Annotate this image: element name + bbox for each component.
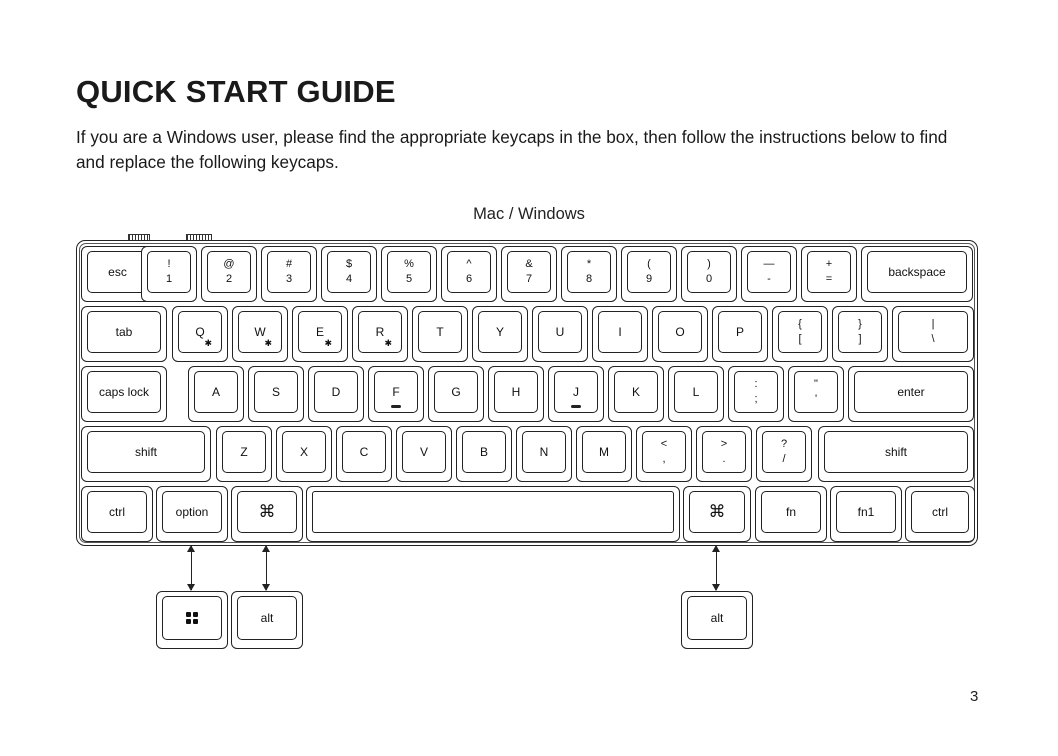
key-shift-legend: ^ <box>466 258 472 270</box>
key-main-legend: 5 <box>405 273 413 285</box>
key-shift <box>818 426 974 482</box>
keycap <box>854 371 968 413</box>
key-shift-legend: ? <box>780 438 788 450</box>
keycap <box>387 251 431 293</box>
keycap <box>447 251 491 293</box>
key-shift-legend: % <box>404 258 414 270</box>
keycap <box>314 371 358 413</box>
key-legend: caps lock <box>98 385 150 399</box>
keycap <box>761 491 821 533</box>
keycap <box>237 491 297 533</box>
key-legend: ctrl <box>109 505 125 519</box>
key- <box>696 426 752 482</box>
key-shift-legend: ) <box>707 258 711 270</box>
key-legend: A <box>211 385 220 399</box>
key-legend: ctrl <box>932 505 948 519</box>
keycap <box>342 431 386 473</box>
intro-text: If you are a Windows user, please find the appropriate keycaps in the box, then follow the instructions below to find and replace the following keycaps. <box>76 127 948 172</box>
keycap <box>867 251 967 293</box>
keycap <box>254 371 298 413</box>
key-legend: fn1 <box>857 505 875 519</box>
key-shift-legend: < <box>660 438 668 450</box>
keycap <box>734 371 778 413</box>
key-e <box>292 306 348 362</box>
keycap <box>687 596 747 640</box>
keycap <box>147 251 191 293</box>
key-shift-legend: * <box>586 258 592 270</box>
key- <box>788 366 844 422</box>
key-legend: N <box>539 445 549 459</box>
keycap <box>824 431 968 473</box>
key-legend: shift <box>884 445 907 459</box>
keycap <box>237 596 297 640</box>
key-ctrl <box>905 486 975 542</box>
homing-bump <box>571 405 581 408</box>
key-main-legend: 2 <box>225 273 233 285</box>
key-shift <box>81 426 211 482</box>
key-main-legend: 8 <box>585 273 593 285</box>
key- <box>231 486 303 542</box>
led-indicator-icon: ✱ <box>264 338 272 348</box>
key-w <box>232 306 288 362</box>
key-main-legend: . <box>722 453 726 465</box>
key-shift-legend: + <box>825 258 833 270</box>
key-shift-legend: ( <box>647 258 651 270</box>
key-main-legend: ; <box>754 393 758 405</box>
key-f <box>368 366 424 422</box>
replacement-arrow <box>191 546 192 590</box>
key-legend: I <box>618 325 622 339</box>
key-c <box>336 426 392 482</box>
keycap <box>87 251 148 293</box>
keycap <box>434 371 478 413</box>
keycap <box>614 371 658 413</box>
windows-replacement-key <box>231 591 303 649</box>
keycap <box>402 431 446 473</box>
key-legend: W <box>254 325 266 339</box>
key-t <box>412 306 468 362</box>
key- <box>832 306 888 362</box>
key-legend: B <box>479 445 488 459</box>
key-shift-legend: : <box>754 378 758 390</box>
homing-bump <box>391 405 401 408</box>
page-title: QUICK START GUIDE <box>76 74 396 109</box>
keycap <box>418 311 462 353</box>
key-legend: alt <box>260 611 274 625</box>
key- <box>728 366 784 422</box>
key-legend: Z <box>240 445 248 459</box>
keycap <box>494 371 538 413</box>
key-legend: option <box>175 505 209 519</box>
key-space <box>306 486 680 542</box>
keycap <box>702 431 746 473</box>
key-legend: E <box>315 325 324 339</box>
key-b <box>456 426 512 482</box>
key-legend: T <box>436 325 444 339</box>
key-n <box>516 426 572 482</box>
replacement-arrow <box>716 546 717 590</box>
key-4 <box>321 246 377 302</box>
key-legend: F <box>392 385 400 399</box>
keycap <box>507 251 551 293</box>
keycap <box>807 251 851 293</box>
key- <box>772 306 828 362</box>
key-m <box>576 426 632 482</box>
key-legend: D <box>331 385 341 399</box>
key-legend: enter <box>897 385 925 399</box>
keycap <box>312 491 674 533</box>
key-9 <box>621 246 677 302</box>
keycap <box>327 251 371 293</box>
key-shift-legend: > <box>720 438 728 450</box>
led-indicator-icon: ✱ <box>384 338 392 348</box>
keycap <box>674 371 718 413</box>
key-legend: G <box>451 385 461 399</box>
key-fn1 <box>830 486 902 542</box>
key-fn <box>755 486 827 542</box>
key-legend: C <box>359 445 369 459</box>
keycap <box>538 311 582 353</box>
key-enter <box>848 366 974 422</box>
key-3 <box>261 246 317 302</box>
key- <box>741 246 797 302</box>
key-legend: V <box>419 445 428 459</box>
key-1 <box>141 246 197 302</box>
key-capslock <box>81 366 167 422</box>
keycap <box>358 311 402 353</box>
keycap <box>374 371 418 413</box>
key-legend: X <box>299 445 308 459</box>
key- <box>756 426 812 482</box>
key-shift-legend: $ <box>345 258 353 270</box>
keycap <box>267 251 311 293</box>
key-legend: Q <box>195 325 205 339</box>
key-h <box>488 366 544 422</box>
key-shift-legend: } <box>858 318 862 330</box>
key-main-legend: 4 <box>345 273 353 285</box>
keycap <box>794 371 838 413</box>
key-x <box>276 426 332 482</box>
windows-logo-icon <box>186 612 198 624</box>
keycap <box>462 431 506 473</box>
keycap <box>554 371 598 413</box>
keycap <box>911 491 969 533</box>
keycap <box>87 491 147 533</box>
key-legend: fn <box>785 505 796 519</box>
keycap <box>582 431 626 473</box>
key-main-legend: 7 <box>525 273 533 285</box>
key-main-legend: 9 <box>645 273 653 285</box>
keycap <box>687 251 731 293</box>
keycap <box>478 311 522 353</box>
key-shift-legend: & <box>525 258 533 270</box>
key-0 <box>681 246 737 302</box>
key-k <box>608 366 664 422</box>
key-main-legend: 0 <box>705 273 713 285</box>
keycap <box>87 371 161 413</box>
keycap <box>162 596 222 640</box>
key-shift-legend: " <box>814 378 818 390</box>
key-legend: backspace <box>888 265 946 279</box>
key-main-legend: 1 <box>165 273 173 285</box>
page-number: 3 <box>970 688 979 705</box>
keycap <box>238 311 282 353</box>
key-legend: U <box>555 325 565 339</box>
key-d <box>308 366 364 422</box>
key-p <box>712 306 768 362</box>
key-legend: M <box>599 445 609 459</box>
key-legend: Y <box>495 325 504 339</box>
keyboard-label: Mac / Windows <box>473 205 585 223</box>
windows-replacement-key <box>681 591 753 649</box>
key-legend: ⌘ <box>708 502 726 521</box>
replacement-arrow <box>266 546 267 590</box>
key-g <box>428 366 484 422</box>
key-j <box>548 366 604 422</box>
key-legend: O <box>675 325 685 339</box>
key-8 <box>561 246 617 302</box>
key-q <box>172 306 228 362</box>
key-legend: alt <box>710 611 724 625</box>
keycap <box>87 431 205 473</box>
keycap <box>207 251 251 293</box>
key-o <box>652 306 708 362</box>
keycap <box>222 431 266 473</box>
keycap <box>298 311 342 353</box>
key-main-legend: , <box>662 453 666 465</box>
keycap <box>762 431 806 473</box>
key-legend: S <box>271 385 280 399</box>
keycap <box>194 371 238 413</box>
key-shift-legend: | <box>931 318 935 330</box>
key-legend: R <box>375 325 385 339</box>
keycap <box>522 431 566 473</box>
keycap <box>689 491 745 533</box>
key-u <box>532 306 588 362</box>
key-legend: ⌘ <box>258 502 276 521</box>
key-shift-legend: — <box>763 258 775 270</box>
key- <box>636 426 692 482</box>
key- <box>801 246 857 302</box>
key-main-legend: [ <box>798 333 802 345</box>
key-s <box>248 366 304 422</box>
key-6 <box>441 246 497 302</box>
keycap <box>178 311 222 353</box>
key-legend: esc <box>108 265 127 279</box>
windows-replacement-key <box>156 591 228 649</box>
keycap <box>718 311 762 353</box>
key-main-legend: = <box>825 273 833 285</box>
keycap <box>567 251 611 293</box>
key-main-legend: \ <box>931 333 935 345</box>
keycap <box>898 311 968 353</box>
key-5 <box>381 246 437 302</box>
key-legend: K <box>631 385 640 399</box>
key-r <box>352 306 408 362</box>
key-z <box>216 426 272 482</box>
keycap <box>162 491 222 533</box>
key-a <box>188 366 244 422</box>
keycap <box>778 311 822 353</box>
key-shift-legend: { <box>798 318 802 330</box>
key-main-legend: / <box>782 453 786 465</box>
key-main-legend: ' <box>814 393 818 405</box>
key-v <box>396 426 452 482</box>
key- <box>892 306 974 362</box>
keycap <box>87 311 161 353</box>
keycap <box>282 431 326 473</box>
key-shift-legend: # <box>285 258 293 270</box>
key-legend: shift <box>134 445 157 459</box>
key-legend: P <box>735 325 744 339</box>
key-y <box>472 306 528 362</box>
keycap <box>836 491 896 533</box>
key-l <box>668 366 724 422</box>
key- <box>683 486 751 542</box>
key-shift-legend: @ <box>223 258 235 270</box>
key-main-legend: ] <box>858 333 862 345</box>
key-7 <box>501 246 557 302</box>
key-legend: tab <box>115 325 133 339</box>
key-main-legend: 6 <box>465 273 473 285</box>
key-tab <box>81 306 167 362</box>
keycap <box>642 431 686 473</box>
led-indicator-icon: ✱ <box>324 338 332 348</box>
key-main-legend: - <box>767 273 771 285</box>
key-shift-legend: ! <box>167 258 171 270</box>
keycap <box>747 251 791 293</box>
key-legend: L <box>692 385 700 399</box>
keycap <box>598 311 642 353</box>
key-i <box>592 306 648 362</box>
key-legend: H <box>511 385 521 399</box>
keycap <box>658 311 702 353</box>
keycap <box>838 311 882 353</box>
led-indicator-icon: ✱ <box>204 338 212 348</box>
key-backspace <box>861 246 973 302</box>
key-main-legend: 3 <box>285 273 293 285</box>
key-option <box>156 486 228 542</box>
key-ctrl <box>81 486 153 542</box>
keycap <box>627 251 671 293</box>
key-legend: J <box>573 385 579 399</box>
key-2 <box>201 246 257 302</box>
